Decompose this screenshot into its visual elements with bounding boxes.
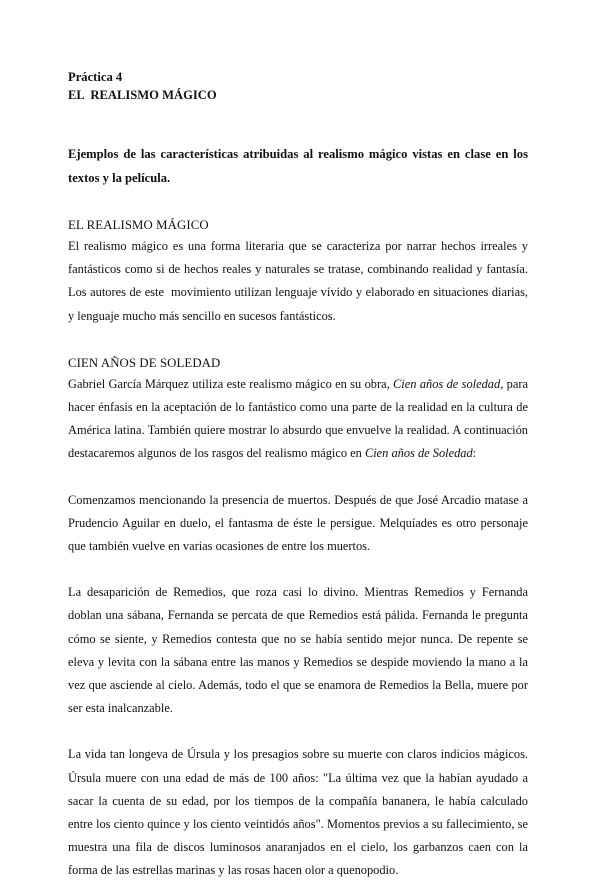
book-title-italic-2: Cien años de Soledad: [364, 446, 473, 461]
paragraph-muertos: Comenzamos mencionando la presencia de muertos. Después de que José Arcadio matase a Prudencio Aguilar en duelo, el fantasma de éste le persigue. Melquíades es otro personaje que también vuelve en varias ocasiones de entre los muertos.: [68, 492, 528, 554]
spacer: [68, 720, 528, 743]
intro-text-1: Gabriel García Márquez utiliza este realismo mágico en su obra,: [68, 376, 394, 391]
intro-text-3: :: [472, 446, 477, 461]
intro-text-2: , para hacer énfasis en la aceptación de lo fantástico como una parte de la realidad en la cultura de América latina. También quiere mostrar lo absurdo que envuelve la realidad. A continuación destacaremos algunos de los rasgos del realismo mágico en: [68, 376, 528, 461]
spacer: [68, 190, 528, 215]
spacer: [68, 558, 528, 581]
book-title-italic: Cien años de soledad: [393, 376, 501, 391]
paragraph-cien-anos-intro: [68, 373, 528, 466]
spacer: [68, 466, 528, 489]
subtitle: Ejemplos de las características atribuidas al realismo mágico vistas en clase en los textos y la película.: [68, 147, 528, 185]
practice-label: Práctica 4: [68, 70, 123, 84]
section-heading-realismo: EL REALISMO MÁGICO: [68, 218, 209, 232]
paragraph-realismo: El realismo mágico es una forma literaria que se caracteriza por narrar hechos irreales y fantásticos como si de hechos reales y naturales se tratase, combinando realidad y fantasía. Los autores de este movimiento utilizan lenguaje vívido y elaborado en situaciones diarias, y lenguaje mucho más sencillo en sucesos fantásticos.: [68, 239, 532, 323]
paragraph-remedios: La desaparición de Remedios, que roza casi lo divino. Mientras Remedios y Fernanda doblan una sábana, Fernanda se percata de que Remedios está pálida. Fernanda le pregunta cómo se siente, y Remedios contesta que no se había sentido mejor nunca. De repente se eleva y levita con la sábana entre las manos y Remedios se despide moviendo la mano a la vez que asciende al cielo. Además, todo el que se enamora de Remedios la Bella, muere por ser esta inalcanzable.: [68, 585, 528, 716]
spacer: [68, 328, 528, 353]
document-page: [68, 68, 532, 883]
section-heading-cien-anos: CIEN AÑOS DE SOLEDAD: [68, 355, 221, 370]
main-title: EL REALISMO MÁGICO: [68, 88, 217, 102]
paragraph-ursula: La vida tan longeva de Úrsula y los presagios sobre su muerte con claros indicios mágicos. Úrsula muere con una edad de más de 100 años: "La última vez que la habían ayudado a sacar la cuenta de su edad, por los tiempos de la compañía bananera, le había calculado entre los ciento quince y los ciento veintidós años". Momentos previos a su fallecimiento, se muestra una fila de discos luminosos anaranjados en el cielo, los garbanzos caen con la forma de las estrellas marinas y las rosas hacen olor a quenopodio.: [68, 747, 528, 878]
